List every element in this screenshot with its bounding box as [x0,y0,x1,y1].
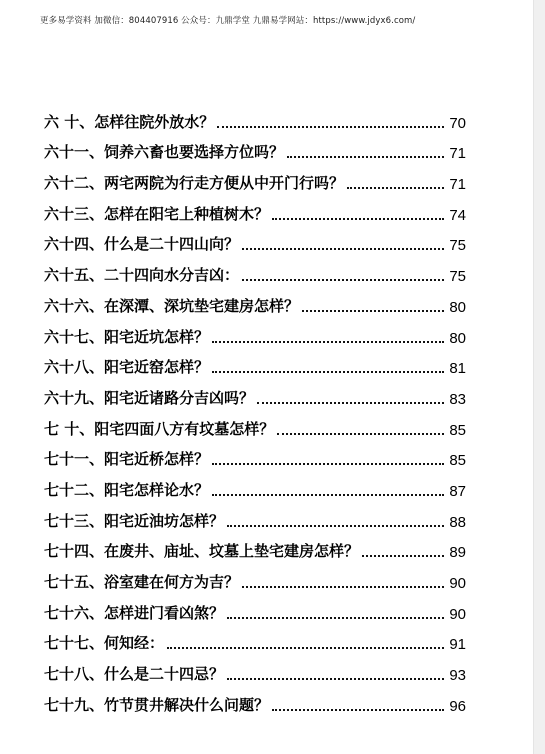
toc-entry-page-number: 85 [449,452,466,470]
toc-entry-title: 七十八、什么是二十四忌？ [44,665,225,684]
toc-entry-page-number: 83 [449,390,466,408]
toc-entry-title: 六十八、阳宅近窑怎样？ [44,358,210,377]
toc-entry-title: 七十三、阳宅近油坊怎样？ [44,511,225,530]
toc-entry-page-number: 87 [449,482,466,500]
dot-leader [212,341,444,343]
toc-entry-title: 六十五、二十四向水分吉凶： [44,266,240,285]
dot-leader [212,494,444,496]
toc-entry-page-number: 88 [449,513,466,531]
toc-entry[interactable] [44,260,466,291]
toc-entry-page-number: 89 [449,544,466,562]
toc-entry-page-number: 70 [449,114,466,132]
dot-leader [272,709,444,711]
toc-entry[interactable] [44,383,466,414]
toc-entry-page-number: 71 [449,145,466,163]
toc-entry-title: 七 十、阳宅四面八方有坟墓怎样？ [44,419,275,438]
dot-leader [242,586,444,588]
toc-entry[interactable] [44,414,466,445]
toc-entry[interactable] [44,230,466,261]
toc-entry-title: 六十九、阳宅近诸路分吉凶吗？ [44,388,255,407]
toc-entry-title: 六十六、在深潭、深坑垫宅建房怎样？ [44,296,300,315]
toc-entry-title: 六 十、怎样往院外放水？ [44,112,215,131]
toc-entry[interactable] [44,598,466,629]
toc-entry-title: 六十七、阳宅近坑怎样？ [44,327,210,346]
dot-leader [287,156,444,158]
page-header: 更多易学资料 加微信：804407916 公众号：九鼎学堂 九鼎易学网站：https://www.jdyx6.com/ [40,16,416,26]
toc-entry-title: 六十一、饲养六畜也要选择方位吗？ [44,143,285,162]
toc-entry-page-number: 75 [449,237,466,255]
toc-entry[interactable] [44,322,466,353]
dot-leader [227,617,444,619]
dot-leader [217,126,444,128]
toc-entry[interactable] [44,629,466,660]
toc-entry[interactable] [44,506,466,537]
toc-entry-title: 七十五、浴室建在何方为吉？ [44,573,240,591]
dot-leader [347,187,444,189]
dot-leader [242,248,444,250]
toc-entry[interactable] [44,537,466,568]
dot-leader [272,218,444,220]
dot-leader [277,433,444,435]
vertical-scrollbar[interactable] [533,0,545,754]
dot-leader [227,525,444,527]
toc-entry[interactable] [44,353,466,384]
dot-leader [212,371,444,373]
toc-entry[interactable] [44,475,466,506]
dot-leader [212,463,444,465]
dot-leader [257,402,444,404]
toc-entry[interactable] [44,168,466,199]
toc-entry-title: 七十一、阳宅近桥怎样？ [44,450,210,469]
toc-entry[interactable] [44,291,466,322]
toc-entry[interactable] [44,690,466,721]
toc-entry-title: 六十二、两宅两院为行走方便从中开门行吗？ [44,174,345,193]
toc-entry-page-number: 75 [449,268,466,286]
toc-entry-page-number: 80 [449,329,466,347]
toc-entry-title: 七十七、何知经： [44,634,165,653]
toc-entry-title: 六十三、怎样在阳宅上种植树木？ [44,204,270,223]
toc-entry[interactable] [44,107,466,138]
toc-entry-title: 七十九、竹节贯井解决什么问题？ [44,695,270,714]
toc-entry-page-number: 80 [449,298,466,316]
dot-leader [167,647,444,649]
toc-entry[interactable] [44,659,466,690]
toc-entry-page-number: 90 [449,605,466,623]
toc-entry-page-number: 91 [449,636,466,654]
toc-entry-page-number: 93 [449,667,466,685]
dot-leader [362,555,444,557]
toc-entry[interactable] [44,567,466,598]
dot-leader [242,279,444,281]
toc-entry-title: 七十四、在废井、庙址、坟墓上垫宅建房怎样？ [44,542,360,561]
toc-entry-page-number: 71 [449,176,466,194]
toc-entry-page-number: 74 [449,206,466,224]
toc-entry[interactable] [44,445,466,476]
toc-entry-page-number: 96 [449,697,466,715]
table-of-contents [44,107,466,721]
toc-entry[interactable] [44,138,466,169]
toc-entry[interactable] [44,199,466,230]
toc-entry-page-number: 85 [449,421,466,439]
toc-entry-page-number: 90 [449,575,466,592]
dot-leader [227,678,444,680]
toc-entry-page-number: 81 [449,360,466,378]
dot-leader [302,310,444,312]
toc-entry-title: 六十四、什么是二十四山向？ [44,235,240,254]
toc-entry-title: 七十二、阳宅怎样论水？ [44,480,210,499]
toc-entry-title: 七十六、怎样进门看凶煞？ [44,603,225,622]
